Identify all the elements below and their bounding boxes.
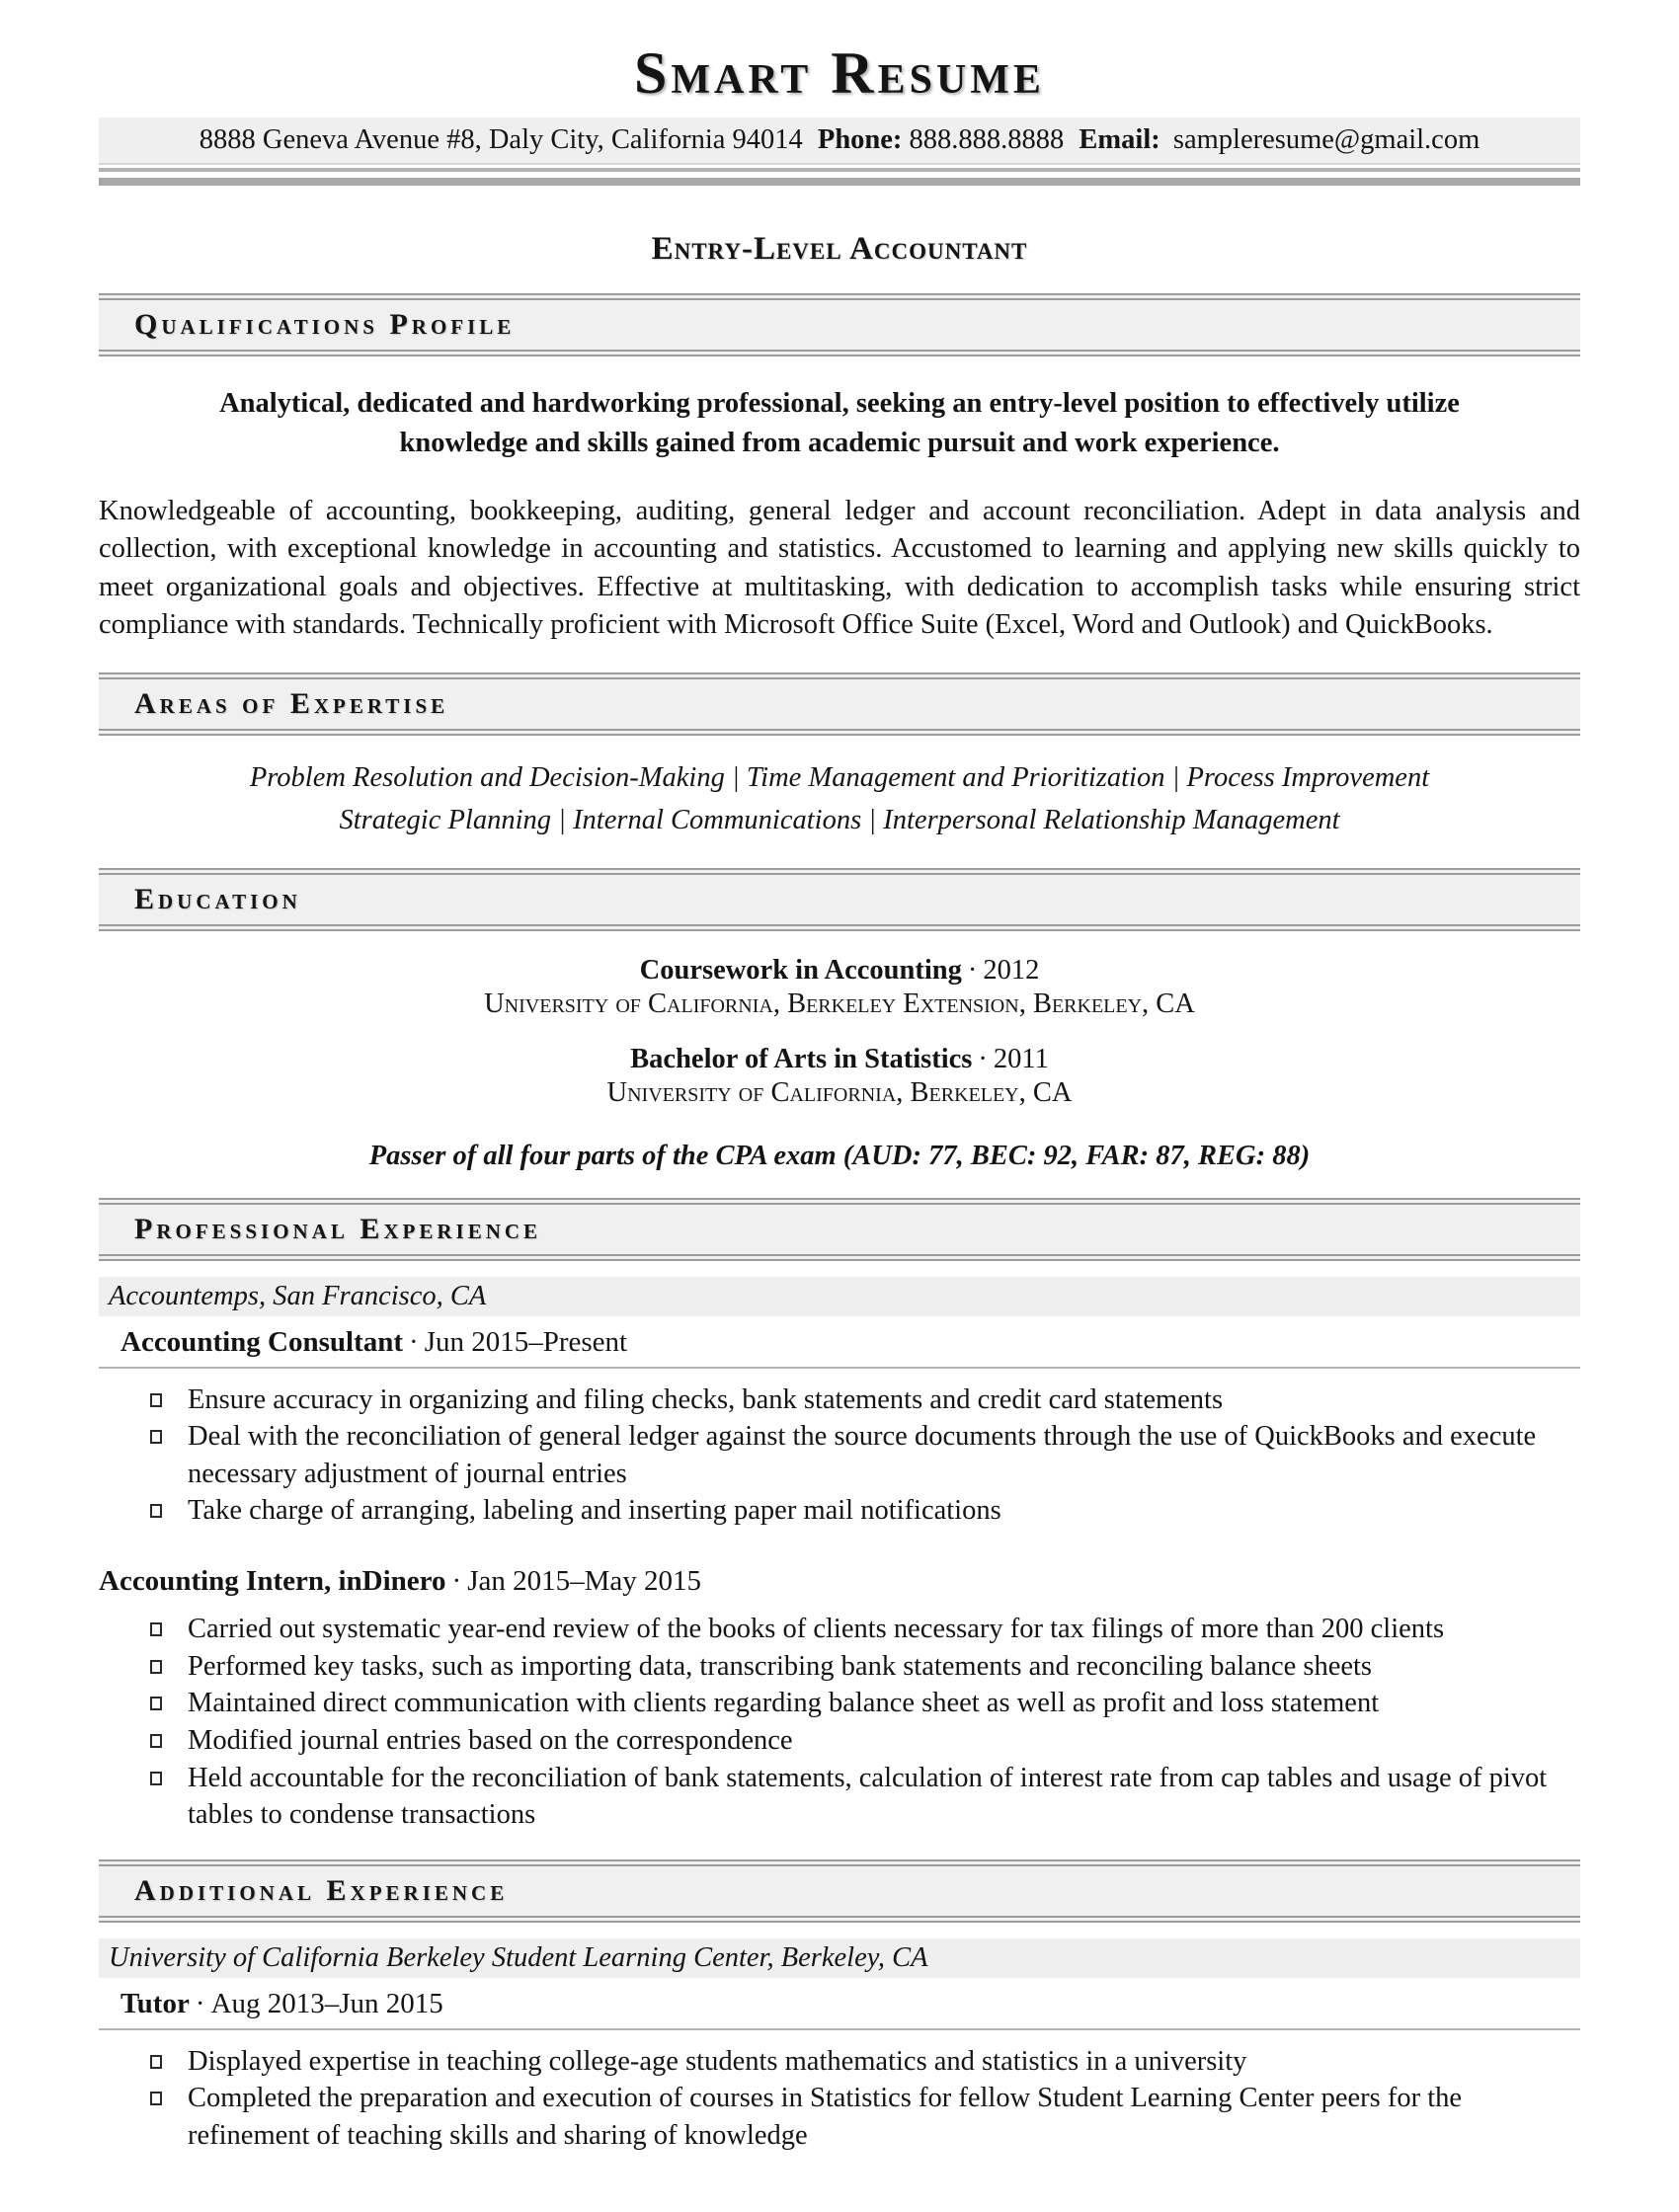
bullet-item [99,1611,1580,1648]
bullet-text: Deal with the reconciliation of general ledger against the source documents through the use of QuickBooks and execute necessary adjustment of journal entries [188,1421,1537,1489]
contact-bar [99,118,1580,165]
bullet-item [99,1648,1580,1686]
dot-separator: · [409,1325,419,1358]
bullet-text: Modified journal entries based on the correspondence [188,1724,793,1756]
bullet-text: Carried out systematic year-end review of the books of clients necessary for tax filings of more than 200 clients [188,1614,1445,1645]
section-header-additional-experience [99,1859,1580,1923]
page-title: Smart Resume [634,40,1045,106]
employer-bar: University of California Berkeley Student Learning Center, Berkeley, CA [99,1938,1580,1978]
bullet-item [99,1722,1580,1760]
bullet-text: Ensure accuracy in organizing and filing checks, bank statements and credit card statements [188,1383,1224,1415]
bullet-list [99,2043,1580,2155]
role-heading-accounting-consultant [99,1316,1580,1369]
education-school: University of California, Berkeley Extension, Berkeley, CA [484,988,1195,1019]
bullet-list [99,1611,1580,1834]
dot-separator: · [978,1043,988,1074]
contact-email-label: Email: [1079,124,1160,155]
degree-year: 2011 [993,1043,1049,1074]
section-header-education [99,868,1580,931]
bullet-square-icon [150,1504,162,1518]
bullet-square-icon [150,1772,162,1785]
education-entry [99,955,1580,1020]
section-header-expertise [99,672,1580,736]
expertise-line: Strategic Planning | Internal Communications | Interpersonal Relationship Management [339,804,1340,835]
degree-name: Bachelor of Arts in Statistics [630,1043,973,1074]
section-heading-label: Areas of Expertise [134,687,449,721]
contact-phone-label: Phone: [817,124,903,155]
section-heading-label: Qualifications Profile [134,308,516,341]
section-header-qualifications [99,293,1580,356]
resume-page [0,40,1679,2155]
target-role-title: Entry-Level Accountant [651,231,1028,267]
bullet-item [99,1418,1580,1492]
qualifications-tagline: Analytical, dedicated and hardworking professional, seeking an entry-level position to effectively utilize knowledge and skills gained from academic pursuit and work experience. [219,388,1460,458]
bullet-square-icon [150,1734,162,1748]
bullet-item [99,1760,1580,1834]
education-degree-line [99,1044,1580,1075]
degree-name: Coursework in Accounting [639,954,962,986]
bullet-text: Displayed expertise in teaching college-age students mathematics and statistics in a university [188,2045,1247,2077]
bullet-item [99,2043,1580,2081]
section-header-professional-experience [99,1198,1580,1261]
dot-separator: · [195,1987,205,2019]
section-heading-label: Additional Experience [134,1873,509,1907]
role-title-text: Accounting Consultant [120,1325,404,1358]
contact-phone: 888.888.8888 [909,124,1065,155]
role-title-text: Accounting Intern, inDinero [99,1565,446,1598]
degree-year: 2012 [983,954,1040,986]
cpa-exam-note: Passer of all four parts of the CPA exam (AUD: 77, BEC: 92, FAR: 87, REG: 88) [368,1140,1311,1171]
section-heading-label: Professional Experience [134,1212,542,1245]
header-rule-thick [99,178,1580,186]
role-heading-tutor [99,1978,1580,2030]
employer-bar: Accountemps, San Francisco, CA [99,1277,1580,1316]
education-school: University of California, Berkeley, CA [606,1076,1073,1108]
bullet-square-icon [150,2092,162,2105]
role-dates: Jun 2015–Present [424,1325,628,1358]
expertise-list [99,757,1580,842]
bullet-item [99,1492,1580,1530]
education-degree-line [99,955,1580,987]
education-entry [99,1044,1580,1109]
bullet-square-icon [150,2055,162,2069]
bullet-text: Performed key tasks, such as importing data, transcribing bank statements and reconciling balance sheets [188,1650,1373,1682]
bullet-square-icon [150,1660,162,1674]
bullet-list [99,1382,1580,1530]
bullet-text: Completed the preparation and execution of courses in Statistics for fellow Student Learning Center peers for the refinement of teaching skills and sharing of knowledge [188,2083,1463,2151]
role-heading-accounting-intern [99,1565,1580,1598]
section-heading-label: Education [134,882,301,915]
qualifications-summary: Knowledgeable of accounting, bookkeeping, auditing, general ledger and account reconciliation. Adept in data analysis and collection, with exceptional knowledge in accounting and statistics. Accustomed to learning and applying new skills quickly to meet organizational goals and objectives. Effective at multitasking, with dedication to accomplish tasks while ensuring strict compliance with standards. Technically proficient with Microsoft Office Suite (Excel, Word and Outlook) and QuickBooks. [99,495,1580,641]
contact-address: 8888 Geneva Avenue #8, Daly City, California 94014 [199,124,803,155]
bullet-text: Take charge of arranging, labeling and inserting paper mail notifications [188,1495,1001,1527]
dot-separator: · [451,1565,462,1598]
bullet-text: Maintained direct communication with clients regarding balance sheet as well as profit and loss statement [188,1688,1380,1719]
header-rule-thin [99,168,1580,172]
bullet-square-icon [150,1430,162,1444]
bullet-item [99,1382,1580,1419]
expertise-line: Problem Resolution and Decision-Making | Time Management and Prioritization | Process Improvement [249,762,1430,794]
contact-email: sampleresume@gmail.com [1172,124,1480,155]
bullet-item [99,1685,1580,1722]
bullet-text: Held accountable for the reconciliation of bank statements, calculation of interest rate from cap tables and usage of pivot tables to condense transactions [188,1762,1548,1831]
bullet-item [99,2080,1580,2154]
bullet-square-icon [150,1393,162,1407]
role-dates: Aug 2013–Jun 2015 [210,1987,443,2019]
role-title-text: Tutor [120,1987,190,2019]
dot-separator: · [967,954,978,986]
bullet-square-icon [150,1622,162,1636]
role-dates: Jan 2015–May 2015 [467,1565,702,1598]
bullet-square-icon [150,1697,162,1710]
